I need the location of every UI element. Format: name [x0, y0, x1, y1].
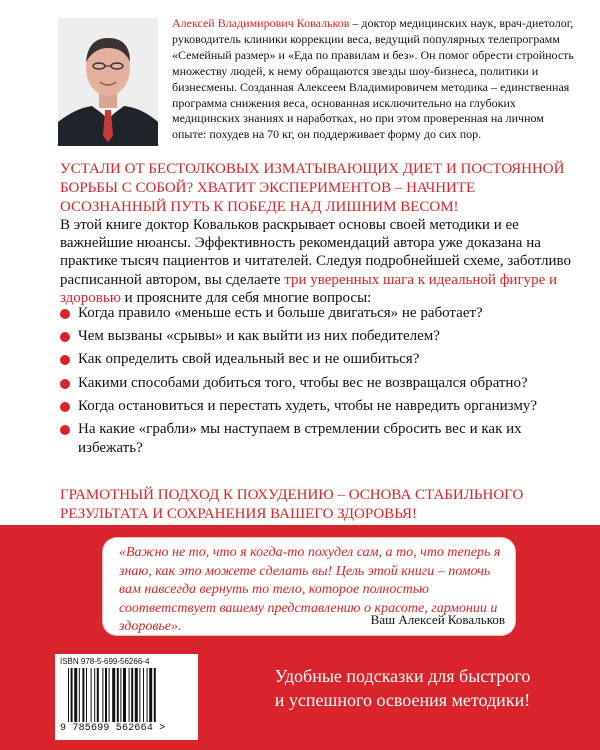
- barcode-bar: [139, 668, 140, 722]
- author-portrait-image: [58, 18, 158, 146]
- promo-line-1: Удобные подсказки для быстрого: [274, 666, 531, 686]
- bullet-dot-icon: [60, 332, 70, 342]
- author-photo: [58, 18, 158, 146]
- question-text: На какие «грабли» мы наступаем в стремлении сбросить вес и как их избежать?: [78, 421, 522, 457]
- barcode-bar: [112, 668, 115, 722]
- promo-text: [210, 664, 595, 712]
- barcode-bar: [79, 668, 80, 722]
- list-item: [60, 327, 580, 346]
- quote-signature: Ваш Алексей Ковальков: [370, 612, 505, 627]
- list-item: [60, 350, 580, 369]
- barcode-bar: [147, 668, 148, 722]
- headline-top: УСТАЛИ ОТ БЕСТОЛКОВЫХ ИЗМАТЫВАЮЩИХ ДИЕТ И ПОСТОЯННОЙ БОРЬБЫ С СОБОЙ? ХВАТИТ ЭКСПЕРИМЕНТОВ – НАЧНИТЕ ОСОЗНАННЫЙ ПУТЬ К ПОБЕДЕ НАД ЛИШНИМ ВЕСОМ!: [60, 161, 565, 215]
- barcode-bar: [131, 668, 133, 722]
- barcode-bar: [102, 668, 103, 722]
- bullet-dot-icon: [60, 425, 70, 435]
- barcode-bar: [123, 668, 126, 722]
- question-text: Чем вызваны «срывы» и как выйти из них победителем?: [78, 328, 440, 345]
- barcode-bar: [97, 668, 99, 722]
- barcode-bar: [149, 668, 152, 722]
- barcode-bar: [86, 668, 87, 722]
- intro-highlight: три уверенных шага к идеальной фигуре и здоровью: [60, 271, 558, 306]
- barcode-bars: [67, 668, 192, 722]
- list-item: [60, 304, 580, 323]
- promo-line-2: и успешного освоения методики!: [274, 690, 531, 710]
- barcode-bar: [74, 668, 77, 722]
- question-text: Когда правило «меньше есть и больше двигаться» не работает?: [78, 305, 483, 321]
- question-text: Как определить свой идеальный вес и не ошибиться?: [78, 351, 420, 368]
- isbn-label: ISBN 978-5-699-56266-4: [60, 657, 150, 666]
- barcode-bar: [105, 668, 107, 722]
- list-item: [60, 397, 580, 416]
- question-text: Какими способами добиться того, чтобы вес не возвращался обратно?: [78, 374, 528, 391]
- intro-text-part2: и проясните для себя многие вопросы:: [120, 289, 372, 306]
- bullet-dot-icon: [60, 379, 70, 389]
- barcode-bar: [120, 668, 121, 722]
- barcode-bar: [154, 668, 156, 722]
- bullet-dot-icon: [60, 402, 70, 412]
- barcode-bar: [109, 668, 110, 722]
- barcode-bar: [94, 668, 95, 722]
- intro-paragraph: [60, 216, 580, 307]
- author-bio: [172, 16, 574, 143]
- barcode-bar: [71, 668, 73, 722]
- list-item: [60, 420, 580, 458]
- barcode-bar: [82, 668, 84, 722]
- list-item: [60, 374, 580, 393]
- author-quote: «Важно не то, что я когда-то похудел сам, а то, что теперь я знаю, как это можете сделать вы! Цель этой книги – помочь вам навсегда вернуть то тело, которое полностью соответствует вашему представлению о красоте, гармонии и здоровье».: [119, 545, 501, 635]
- intro-text-part1: В этой книге доктор Ковальков раскрывает основы своей методики и ее важнейшие нюансы. Эффективность рекомендаций автора уже доказана на практике тысяч пациентов и читателей. Следуя подробнейшей схеме, заботливо расписанной автором, вы сделаете: [60, 217, 572, 288]
- barcode-bar: [135, 668, 138, 722]
- bullet-dot-icon: [60, 309, 70, 319]
- bullet-dot-icon: [60, 355, 70, 365]
- barcode-bar: [143, 668, 144, 722]
- author-bio-text: – доктор медицинских наук, врач-диетолог, руководитель клиники коррекции веса, ведущий популярных телепрограмм «Семейный размер» и «Еда по правилам и без». Он помог обрести стройность множеству людей, к нему обращаются звезды шоу-бизнеса, политики и бизнесмены. Созданная Алексеем Владимировичем методика – единственная программа снижения веса, основанная исключительно на глубоких медицинских знаниях и наработках, но при этом проверенная на личном опыте: похудев на 70 кг, он поддерживает форму до сих пор.: [172, 16, 574, 142]
- questions-list: [60, 304, 580, 462]
- barcode-bar: [68, 668, 69, 722]
- question-text: Когда остановиться и перестать худеть, чтобы не навредить организму?: [78, 397, 538, 414]
- author-name: Алексей Владимирович Ковальков: [172, 16, 350, 30]
- barcode-digits: 9 785699 562664 >: [60, 723, 166, 734]
- barcode-bar: [117, 668, 119, 722]
- headline-bottom: ГРАМОТНЫЙ ПОДХОД К ПОХУДЕНИЮ – ОСНОВА СТАБИЛЬНОГО РЕЗУЛЬТАТА И СОХРАНЕНИЯ ВАШЕГО ЗДОРОВЬЯ!: [60, 487, 524, 522]
- barcode-bar: [91, 668, 92, 722]
- barcode-bar: [129, 668, 130, 722]
